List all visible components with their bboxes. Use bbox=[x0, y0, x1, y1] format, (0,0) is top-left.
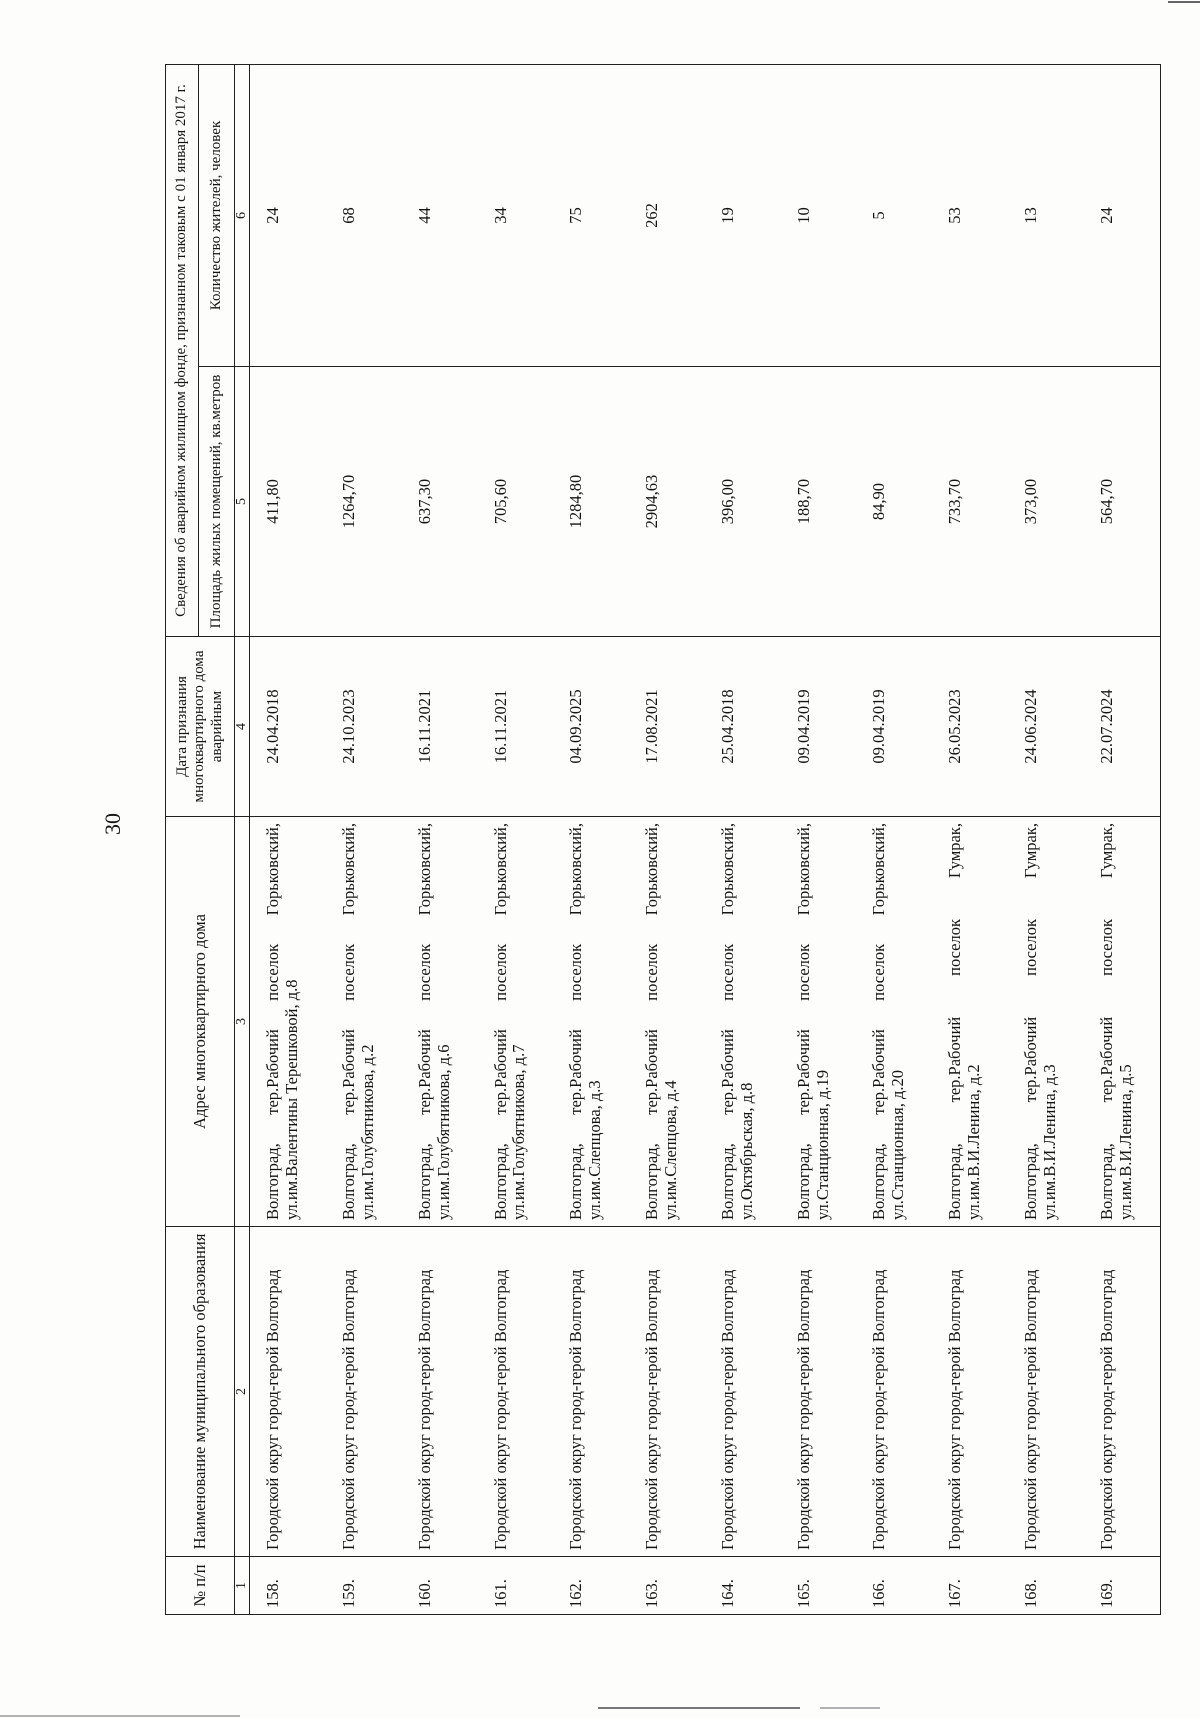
table-row bbox=[553, 64, 629, 1614]
municipality-name: Городской округ город-герой Волгоград bbox=[326, 1227, 402, 1557]
rotated-page bbox=[165, 65, 1145, 1615]
column-number: 6 bbox=[235, 64, 250, 366]
municipality-name: Городской округ город-герой Волгоград bbox=[1008, 1227, 1084, 1557]
living-area: 2904,63 bbox=[629, 367, 705, 637]
living-area: 373,00 bbox=[1008, 367, 1084, 637]
living-area: 396,00 bbox=[705, 367, 781, 637]
recognition-date: 04.09.2025 bbox=[553, 637, 629, 817]
table-row bbox=[781, 64, 857, 1614]
living-area: 705,60 bbox=[478, 367, 554, 637]
table-row bbox=[478, 64, 554, 1614]
table-row bbox=[402, 64, 478, 1614]
row-number: 165. bbox=[781, 1557, 857, 1615]
living-area: 733,70 bbox=[932, 367, 1008, 637]
table-row bbox=[1084, 64, 1161, 1614]
header-recognition-date: Дата признания многоквартирного дома аварийным bbox=[166, 637, 235, 817]
row-number: 168. bbox=[1008, 1557, 1084, 1615]
table-row bbox=[705, 64, 781, 1614]
table-row bbox=[250, 64, 326, 1614]
municipality-name: Городской округ город-герой Волгоград bbox=[478, 1227, 554, 1557]
living-area: 1264,70 bbox=[326, 367, 402, 637]
municipality-name: Городской округ город-герой Волгоград bbox=[553, 1227, 629, 1557]
municipality-name: Городской округ город-герой Волгоград bbox=[932, 1227, 1008, 1557]
recognition-date: 17.08.2021 bbox=[629, 637, 705, 817]
house-address: Волгоград, тер.Рабочий поселок Горьковский, ул.им.Голубятникова, д.7 bbox=[478, 817, 554, 1227]
house-address: Волгоград, тер.Рабочий поселок Горьковский, ул.им.Слепцова, д.3 bbox=[553, 817, 629, 1227]
recognition-date: 24.10.2023 bbox=[326, 637, 402, 817]
living-area: 637,30 bbox=[402, 367, 478, 637]
row-number: 162. bbox=[553, 1557, 629, 1615]
column-number: 1 bbox=[235, 1557, 250, 1615]
living-area: 1284,80 bbox=[553, 367, 629, 637]
municipality-name: Городской округ город-герой Волгоград bbox=[250, 1227, 326, 1557]
column-number: 3 bbox=[235, 817, 250, 1227]
residents-count: 24 bbox=[250, 64, 326, 366]
recognition-date: 09.04.2019 bbox=[781, 637, 857, 817]
municipality-name: Городской округ город-герой Волгоград bbox=[705, 1227, 781, 1557]
living-area: 564,70 bbox=[1084, 367, 1161, 637]
header-number: № п/п bbox=[166, 1557, 235, 1615]
row-number: 158. bbox=[250, 1557, 326, 1615]
recognition-date: 24.04.2018 bbox=[250, 637, 326, 817]
house-address: Волгоград, тер.Рабочий поселок Горьковский, ул.им.Валентины Терешковой, д.8 bbox=[250, 817, 326, 1227]
header-emergency-fund-group: Сведения об аварийном жилищном фонде, признанном таковым с 01 января 2017 г. bbox=[166, 64, 199, 636]
recognition-date: 24.06.2024 bbox=[1008, 637, 1084, 817]
residents-count: 13 bbox=[1008, 64, 1084, 366]
recognition-date: 26.05.2023 bbox=[932, 637, 1008, 817]
municipality-name: Городской округ город-герой Волгоград bbox=[629, 1227, 705, 1557]
living-area: 188,70 bbox=[781, 367, 857, 637]
house-address: Волгоград, тер.Рабочий поселок Гумрак, ул.им.В.И.Ленина, д.2 bbox=[932, 817, 1008, 1227]
municipality-name: Городской округ город-герой Волгоград bbox=[402, 1227, 478, 1557]
residents-count: 53 bbox=[932, 64, 1008, 366]
table-row bbox=[856, 64, 932, 1614]
residents-count: 75 bbox=[553, 64, 629, 366]
recognition-date: 16.11.2021 bbox=[402, 637, 478, 817]
row-number: 159. bbox=[326, 1557, 402, 1615]
municipality-name: Городской округ город-герой Волгоград bbox=[1084, 1227, 1161, 1557]
header-area: Площадь жилых помещений, кв.метров bbox=[199, 367, 235, 637]
residents-count: 10 bbox=[781, 64, 857, 366]
residents-count: 68 bbox=[326, 64, 402, 366]
residents-count: 5 bbox=[856, 64, 932, 366]
house-address: Волгоград, тер.Рабочий поселок Горьковский, ул.Октябрьская, д.8 bbox=[705, 817, 781, 1227]
residents-count: 262 bbox=[629, 64, 705, 366]
house-address: Волгоград, тер.Рабочий поселок Гумрак, ул.им.В.И.Ленина, д.3 bbox=[1008, 817, 1084, 1227]
municipality-name: Городской округ город-герой Волгоград bbox=[781, 1227, 857, 1557]
recognition-date: 09.04.2019 bbox=[856, 637, 932, 817]
emergency-housing-table bbox=[165, 64, 1161, 1615]
residents-count: 19 bbox=[705, 64, 781, 366]
header-municipality: Наименование муниципального образования bbox=[166, 1227, 235, 1557]
house-address: Волгоград, тер.Рабочий поселок Горьковский, ул.им.Голубятникова, д.6 bbox=[402, 817, 478, 1227]
row-number: 163. bbox=[629, 1557, 705, 1615]
row-number: 167. bbox=[932, 1557, 1008, 1615]
house-address: Волгоград, тер.Рабочий поселок Горьковский, ул.им.Слепцова, д.4 bbox=[629, 817, 705, 1227]
house-address: Волгоград, тер.Рабочий поселок Горьковский, ул.Станционная, д.19 bbox=[781, 817, 857, 1227]
house-address: Волгоград, тер.Рабочий поселок Горьковский, ул.им.Голубятникова, д.2 bbox=[326, 817, 402, 1227]
column-numbers-row bbox=[235, 64, 250, 1614]
recognition-date: 25.04.2018 bbox=[705, 637, 781, 817]
column-number: 4 bbox=[235, 637, 250, 817]
page-number: 30 bbox=[100, 813, 125, 835]
row-number: 166. bbox=[856, 1557, 932, 1615]
house-address: Волгоград, тер.Рабочий поселок Гумрак, ул.им.В.И.Ленина, д.5 bbox=[1084, 817, 1161, 1227]
living-area: 411,80 bbox=[250, 367, 326, 637]
header-row bbox=[166, 64, 199, 1614]
residents-count: 34 bbox=[478, 64, 554, 366]
table-row bbox=[932, 64, 1008, 1614]
table-row bbox=[629, 64, 705, 1614]
table-row bbox=[1008, 64, 1084, 1614]
row-number: 169. bbox=[1084, 1557, 1161, 1615]
recognition-date: 16.11.2021 bbox=[478, 637, 554, 817]
column-number: 2 bbox=[235, 1227, 250, 1557]
table-row bbox=[326, 64, 402, 1614]
residents-count: 44 bbox=[402, 64, 478, 366]
row-number: 161. bbox=[478, 1557, 554, 1615]
house-address: Волгоград, тер.Рабочий поселок Горьковский, ул.Станционная, д.20 bbox=[856, 817, 932, 1227]
recognition-date: 22.07.2024 bbox=[1084, 637, 1161, 817]
living-area: 84,90 bbox=[856, 367, 932, 637]
municipality-name: Городской округ город-герой Волгоград bbox=[856, 1227, 932, 1557]
residents-count: 24 bbox=[1084, 64, 1161, 366]
header-address: Адрес многоквартирного дома bbox=[166, 817, 235, 1227]
row-number: 160. bbox=[402, 1557, 478, 1615]
row-number: 164. bbox=[705, 1557, 781, 1615]
header-residents: Количество жителей, человек bbox=[199, 64, 235, 366]
column-number: 5 bbox=[235, 367, 250, 637]
